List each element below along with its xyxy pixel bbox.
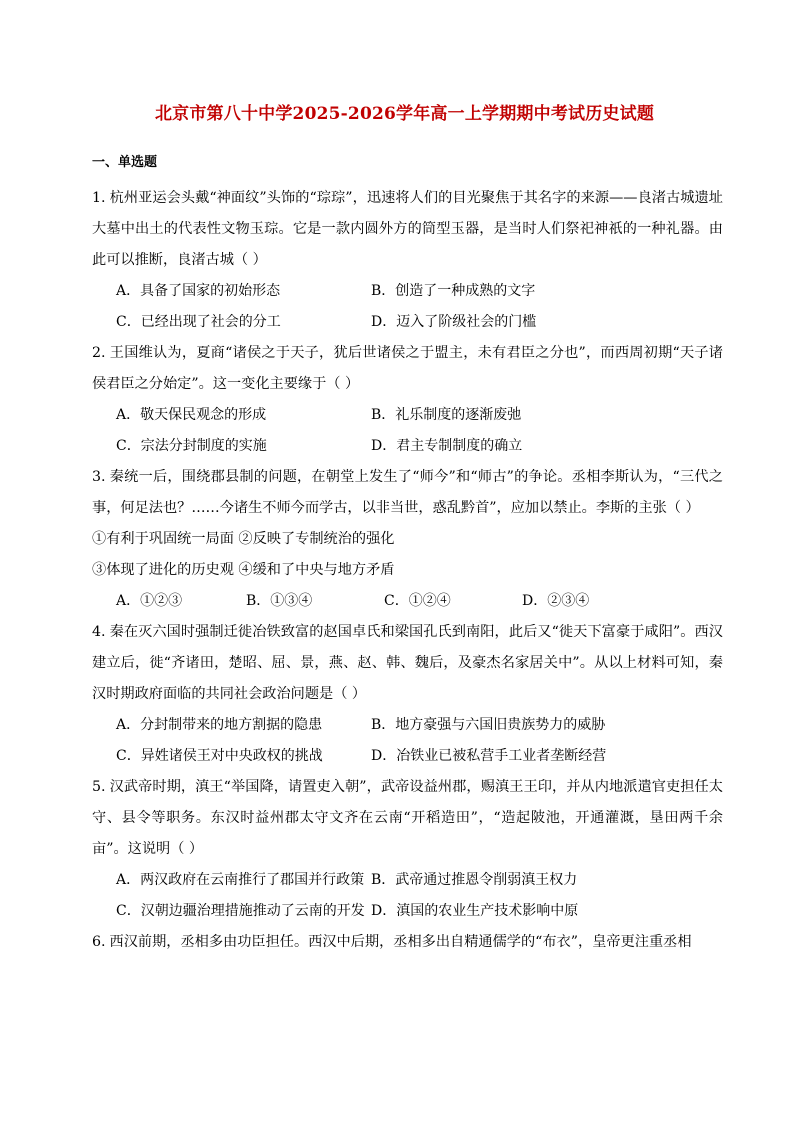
option-a[interactable]: A．两汉政府在云南推行了郡国并行政策 [116, 872, 365, 888]
question-number: 5. [92, 779, 106, 795]
option-c[interactable]: C．①②④ [384, 593, 451, 609]
question-6 [92, 927, 723, 958]
question-1 [92, 183, 723, 276]
option-c[interactable]: C．宗法分封制度的实施 [116, 438, 267, 454]
option-d[interactable]: D．迈入了阶级社会的门槛 [371, 314, 537, 330]
question-number: 1. [92, 190, 106, 206]
option-d[interactable]: D．君主专制制度的确立 [371, 438, 523, 454]
question-number: 2. [92, 345, 106, 361]
option-b[interactable]: B．地方豪强与六国旧贵族势力的威胁 [371, 717, 606, 733]
question-2 [92, 338, 723, 400]
question-number: 4. [92, 624, 106, 640]
question-text: 汉武帝时期，滇王“举国降，请置吏入朝”，武帝设益州郡，赐滇王王印，并从内地派遣官吏担任太守、县令等职务。东汉时益州郡太守文齐在云南“开稻造田”，“造起陂池，开通灌溉，垦田两千余亩”。这说明（ ） [92, 779, 723, 857]
option-a[interactable]: A．①②③ [116, 593, 183, 609]
option-c[interactable]: C．汉朝边疆治理措施推动了云南的开发 [116, 903, 365, 919]
question-1-options [116, 276, 723, 338]
option-c[interactable]: C．已经出现了社会的分工 [116, 314, 281, 330]
statement-line: ③体现了进化的历史观 ④缓和了中央与地方矛盾 [92, 562, 395, 578]
option-d[interactable]: D．冶铁业已被私营手工业者垄断经营 [371, 748, 607, 764]
question-number: 3. [92, 469, 106, 485]
question-4-options [116, 710, 723, 772]
option-c[interactable]: C．异姓诸侯王对中央政权的挑战 [116, 748, 323, 764]
option-b[interactable]: B．礼乐制度的逐渐废弛 [371, 407, 522, 423]
page-title: 北京市第八十中学2025-2026学年高一上学期期中考试历史试题 [154, 104, 655, 124]
question-3 [92, 462, 723, 524]
question-text: 王国维认为，夏商“诸侯之于天子，犹后世诸侯之于盟主，未有君臣之分也”，而西周初期“天子诸侯君臣之分始定”。这一变化主要缘于（ ） [92, 345, 723, 392]
statement-line: ①有利于巩固统一局面 ②反映了专制统治的强化 [92, 531, 395, 547]
question-number: 6. [92, 934, 106, 950]
question-2-options [116, 400, 723, 462]
option-d[interactable]: D．滇国的农业生产技术影响中原 [371, 903, 579, 919]
option-b[interactable]: B．创造了一种成熟的文字 [371, 283, 536, 299]
option-b[interactable]: B．①③④ [246, 593, 313, 609]
question-5-options [116, 865, 723, 927]
option-a[interactable]: A．敬天保民观念的形成 [116, 407, 267, 423]
question-5 [92, 772, 723, 865]
option-a[interactable]: A．分封制带来的地方割据的隐患 [116, 717, 323, 733]
question-3-options [116, 586, 723, 617]
question-4 [92, 617, 723, 710]
question-text: 秦统一后，围绕郡县制的问题，在朝堂上发生了“师今”和“师古”的争论。丞相李斯认为，“三代之事，何足法也？……今诸生不师今而学古，以非当世，惑乱黔首”，应加以禁止。李斯的主张（ ） [92, 469, 723, 516]
question-text: 秦在灭六国时强制迁徙冶铁致富的赵国卓氏和梁国孔氏到南阳，此后又“徙天下富豪于咸阳”。西汉建立后，徙“齐诸田，楚昭、屈、景，燕、赵、韩、魏后，及豪杰名家居关中”。从以上材料可知，秦汉时期政府面临的共同社会政治问题是（ ） [92, 624, 723, 702]
section-heading: 一、单选题 [92, 155, 158, 170]
option-b[interactable]: B．武帝通过推恩令削弱滇王权力 [371, 872, 578, 888]
question-text: 杭州亚运会头戴“神面纹”头饰的“琮琮”，迅速将人们的目光聚焦于其名字的来源——良渚古城遗址大墓中出土的代表性文物玉琮。它是一款内圆外方的筒型玉器，是当时人们祭祀神祇的一种礼器。由此可以推断，良渚古城（ ） [92, 190, 723, 268]
option-a[interactable]: A．具备了国家的初始形态 [116, 283, 281, 299]
question-text: 西汉前期，丞相多由功臣担任。西汉中后期，丞相多出自精通儒学的“布衣”，皇帝更注重丞相 [109, 934, 692, 950]
option-d[interactable]: D．②③④ [522, 593, 590, 609]
